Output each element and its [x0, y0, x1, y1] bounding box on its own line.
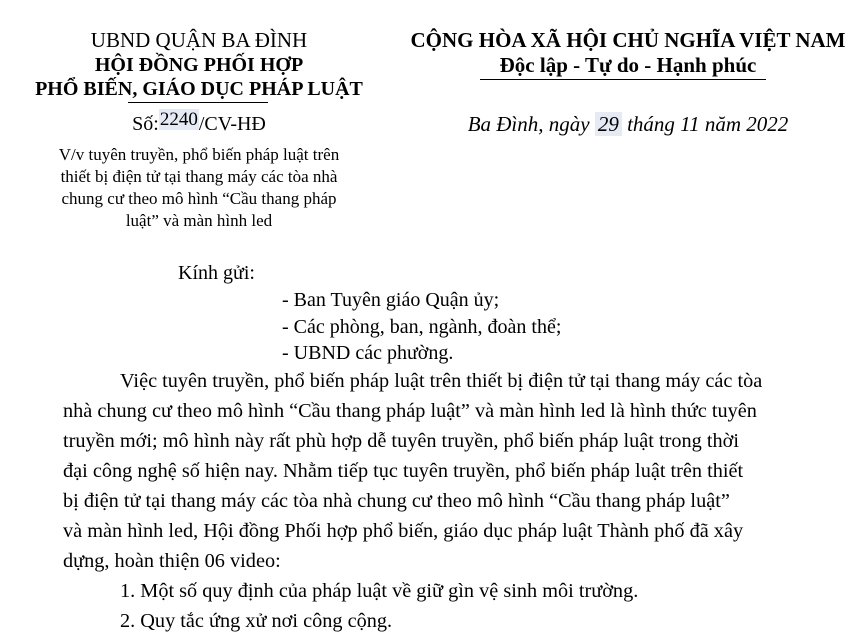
body-line: dựng, hoàn thiện 06 video: [63, 550, 281, 572]
document-number [0, 109, 398, 137]
document-subject [0, 144, 398, 232]
body-line: Việc tuyên truyền, phổ biến pháp luật trên thiết bị điện tử tại thang máy các tòa [120, 370, 763, 392]
body-line: truyền mới; mô hình này rất phù hợp dễ tuyên truyền, phổ biến pháp luật trong thời [63, 430, 739, 452]
place-date-suffix: tháng 11 năm 2022 [621, 112, 789, 136]
recipient-item: - UBND các phường. [282, 342, 454, 364]
subject-line: V/v tuyên truyền, phổ biến pháp luật trên [58, 145, 340, 164]
council-name-line2: PHỔ BIẾN, GIÁO DỤC PHÁP LUẬT [35, 78, 363, 100]
document-number-suffix: /CV-HĐ [198, 113, 266, 135]
salutation: Kính gửi: [178, 262, 255, 284]
subject-line: chung cư theo mô hình “Cầu thang pháp [61, 189, 337, 208]
council-name-line1: HỘI ĐỒNG PHỐI HỢP [94, 54, 304, 76]
national-motto: Độc lập - Tự do - Hạnh phúc [499, 53, 757, 77]
header-left-divider [128, 102, 268, 103]
national-title: CỘNG HÒA XÃ HỘI CHỦ NGHĨA VIỆT NAM [410, 28, 846, 52]
place-date-prefix: Ba Đình, ngày [467, 112, 595, 136]
day-field[interactable]: 29 [595, 112, 622, 136]
body-line: và màn hình led, Hội đồng Phối hợp phổ biến, giáo dục pháp luật Thành phố đã xây [63, 520, 744, 542]
motto-divider [480, 79, 766, 80]
body-line: nhà chung cư theo mô hình “Cầu thang pháp luật” và màn hình led là hình thức tuyên [63, 400, 757, 422]
issuing-authority: UBND QUẬN BA ĐÌNH [90, 28, 308, 52]
body-line: đại công nghệ số hiện nay. Nhằm tiếp tục tuyên truyền, phổ biến pháp luật trên thiết [63, 460, 744, 482]
body-line: bị điện tử tại thang máy các tòa nhà chung cư theo mô hình “Cầu thang pháp luật” [63, 490, 730, 512]
document-number-field[interactable]: 2240 [159, 109, 198, 130]
subject-line: luật” và màn hình led [125, 211, 273, 230]
document-number-prefix: Số: [132, 113, 159, 135]
recipient-item: - Các phòng, ban, ngành, đoàn thể; [282, 316, 562, 338]
list-item: 1. Một số quy định của pháp luật về giữ gìn vệ sinh môi trường. [120, 580, 639, 602]
place-and-date [398, 111, 858, 137]
list-item: 2. Quy tắc ứng xử nơi công cộng. [120, 610, 393, 632]
recipient-item: - Ban Tuyên giáo Quận ủy; [282, 289, 500, 311]
subject-line: thiết bị điện tử tại thang máy các tòa nhà [60, 167, 338, 186]
